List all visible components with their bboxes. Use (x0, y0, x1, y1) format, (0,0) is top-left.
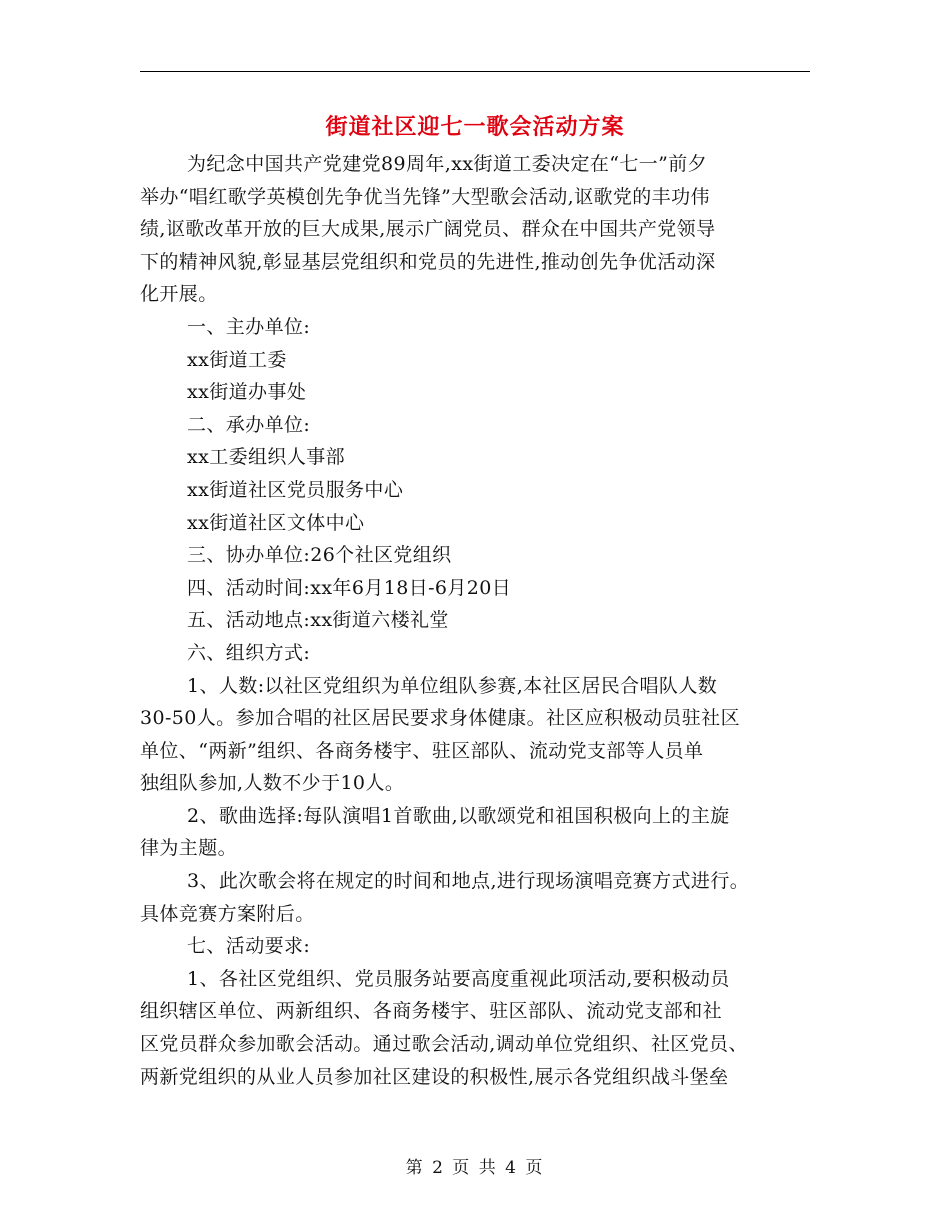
section-heading: 五、活动地点:xx街道六楼礼堂 (187, 609, 449, 632)
page-footer: 第 2 页 共 4 页 (405, 1158, 545, 1178)
paragraph-line: 具体竞赛方案附后。 (140, 902, 315, 925)
paragraph-line: 律为主题。 (140, 837, 238, 860)
section-heading: 二、承办单位: (187, 413, 311, 436)
list-item: xx街道社区文体中心 (187, 511, 365, 534)
paragraph-line: 2、歌曲选择:每队演唱1首歌曲,以歌颂党和祖国积极向上的主旋 (187, 804, 730, 827)
paragraph-line: 1、人数:以社区党组织为单位组队参赛,本社区居民合唱队人数 (187, 674, 718, 697)
document-title: 街道社区迎七一歌会活动方案 (325, 114, 625, 140)
document-body (140, 148, 815, 1093)
paragraph-line: 区党员群众参加歌会活动。通过歌会活动,调动单位党组织、社区党员、 (140, 1033, 748, 1056)
section-heading: 三、协办单位:26个社区党组织 (187, 544, 452, 567)
paragraph-line: 独组队参加,人数不少于10人。 (140, 772, 405, 795)
section-heading: 七、活动要求: (187, 935, 311, 958)
paragraph-line: 单位、“两新”组织、各商务楼宇、驻区部队、流动党支部等人员单 (140, 739, 704, 762)
list-item: xx街道工委 (187, 348, 287, 371)
paragraph-line: 30-50人。参加合唱的社区居民要求身体健康。社区应积极动员驻社区 (140, 707, 740, 730)
list-item: xx工委组织人事部 (187, 446, 346, 469)
section-heading: 四、活动时间:xx年6月18日-6月20日 (187, 576, 512, 599)
paragraph-line: 组织辖区单位、两新组织、各商务楼宇、驻区部队、流动党支部和社 (140, 1000, 723, 1023)
list-item: xx街道社区党员服务中心 (187, 478, 404, 501)
paragraph-line: 1、各社区党组织、党员服务站要高度重视此项活动,要积极动员 (187, 967, 730, 990)
paragraph-line: 绩,讴歌改革开放的巨大成果,展示广阔党员、群众在中国共产党领导 (140, 218, 716, 241)
paragraph-line: 两新党组织的从业人员参加社区建设的积极性,展示各党组织战斗堡垒 (140, 1065, 729, 1088)
section-heading: 六、组织方式: (187, 641, 311, 664)
list-item: xx街道办事处 (187, 381, 307, 404)
section-heading: 一、主办单位: (187, 315, 311, 338)
paragraph-line: 下的精神风貌,彰显基层党组织和党员的先进性,推动创先争优活动深 (140, 250, 716, 273)
paragraph-line: 举办“唱红歌学英模创先争优当先锋”大型歌会活动,讴歌党的丰功伟 (140, 185, 710, 208)
paragraph-line: 3、此次歌会将在规定的时间和地点,进行现场演唱竞赛方式进行。 (187, 870, 750, 893)
paragraph-line: 为纪念中国共产党建党89周年,xx街道工委决定在“七一”前夕 (187, 153, 708, 175)
paragraph-line: 化开展。 (140, 283, 218, 306)
header-rule (140, 71, 810, 72)
